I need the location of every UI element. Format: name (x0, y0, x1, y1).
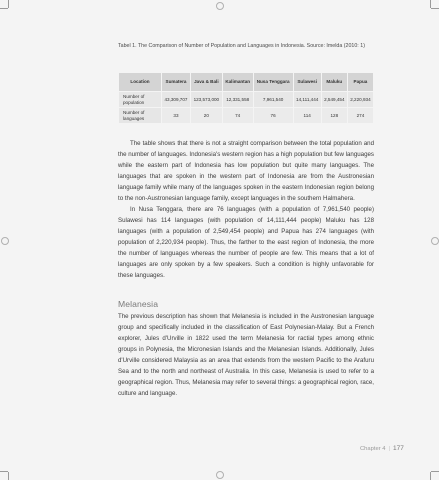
crop-mark (430, 0, 431, 8)
chapter-label: Chapter 4 (360, 446, 386, 452)
table-caption: Tabel 1. The Comparison of Number of Population and Languages in Indonesia. Source: Imelda (2010: 1) (118, 43, 365, 49)
table-header-cell: Maluku (321, 73, 347, 92)
crop-mark (431, 8, 439, 9)
table-cell: 128 (321, 108, 347, 124)
table-cell: 7,961,540 (253, 92, 293, 108)
registration-mark (216, 471, 224, 479)
table-cell: 12,331,558 (222, 92, 253, 108)
paragraph: In Nusa Tenggara, there are 76 languages (with a population of 7,961,540 people) Sulawesi has 114 languages (with population of 14,111,444 people) Maluku has 128 languages (with a population of 2,549,454 people) and Papua has 274 languages (with population of 2,220,934 people). Thus, the farther to the east region of Indonesia, the more the number of languages whereas the number of people are few. This means that a lot of languages are only spoken by a few speakers. Such a condition is highly unfavorable for these languages. (118, 206, 374, 279)
population-languages-table (118, 72, 374, 124)
table-cell: 20 (190, 108, 222, 124)
row-label: Number of languages (119, 108, 162, 124)
crop-mark (430, 472, 431, 480)
page-footer (360, 445, 404, 452)
registration-mark (216, 2, 224, 10)
table-cell: 33 (162, 108, 191, 124)
section-body-text (118, 311, 374, 399)
paragraph: The table shows that there is not a straight comparison between the total population and the number of languages. Indonesia's western region has a high population but few languages while the eastern part of Indonesia has low population but quite many languages. The languages that are spoken in the western part of Indonesia are from the Austronesian language family while many of the languages spoken in the eastern Indonesian region belong to the non-Austronesian language family, except languages in the southern Halmahera. (118, 140, 374, 202)
paragraph: The previous description has shown that Melanesia is included in the Austronesian language group and specifically included in the classification of East Polynesian-Malay. But a French explorer, Jules d'Urville in 1822 used the term Melanesia for ractial types among ethnic groups in Polynesia, the Micronesian Islands and the Melanesian Islands. Additionally, Jules d'Urville considered Malaysia as an area that extends from the western Pacific to the Arafuru Sea and to the north and northeast of Australia. In this case, Melanesia is used to refer to a geographical region. Thus, Melanesia may refer to several things: a geographical region, race, culture and language. (118, 313, 374, 397)
table-header-cell: Location (119, 73, 162, 92)
registration-mark (431, 237, 439, 245)
table-cell: 76 (253, 108, 293, 124)
body-text (118, 138, 374, 281)
crop-mark (0, 8, 8, 9)
table-cell: 114 (293, 108, 321, 124)
table-header-cell: Sumatera (162, 73, 191, 92)
registration-mark (1, 237, 9, 245)
table-header-cell: Kalimantan (222, 73, 253, 92)
section-heading: Melanesia (118, 299, 159, 309)
table-cell: 123,573,000 (190, 92, 222, 108)
table-header-cell: Papua (347, 73, 373, 92)
table-header-cell: Sulawesi (293, 73, 321, 92)
table-cell: 274 (347, 108, 373, 124)
row-label: Number of population (119, 92, 162, 108)
crop-mark (8, 0, 9, 8)
page-number: 177 (392, 445, 404, 452)
table-cell: 14,111,444 (293, 92, 321, 108)
footer-separator: | (388, 446, 390, 452)
table-header-row (119, 73, 374, 92)
table-cell: 43,309,707 (162, 92, 191, 108)
table-row (119, 92, 374, 108)
table-cell: 74 (222, 108, 253, 124)
table-row (119, 108, 374, 124)
crop-mark (8, 472, 9, 480)
table-cell: 2,549,454 (321, 92, 347, 108)
crop-mark (0, 471, 8, 472)
table-header-cell: Nusa Tenggara (253, 73, 293, 92)
crop-mark (431, 471, 439, 472)
table-cell: 2,220,934 (347, 92, 373, 108)
table-header-cell: Java & Bali (190, 73, 222, 92)
